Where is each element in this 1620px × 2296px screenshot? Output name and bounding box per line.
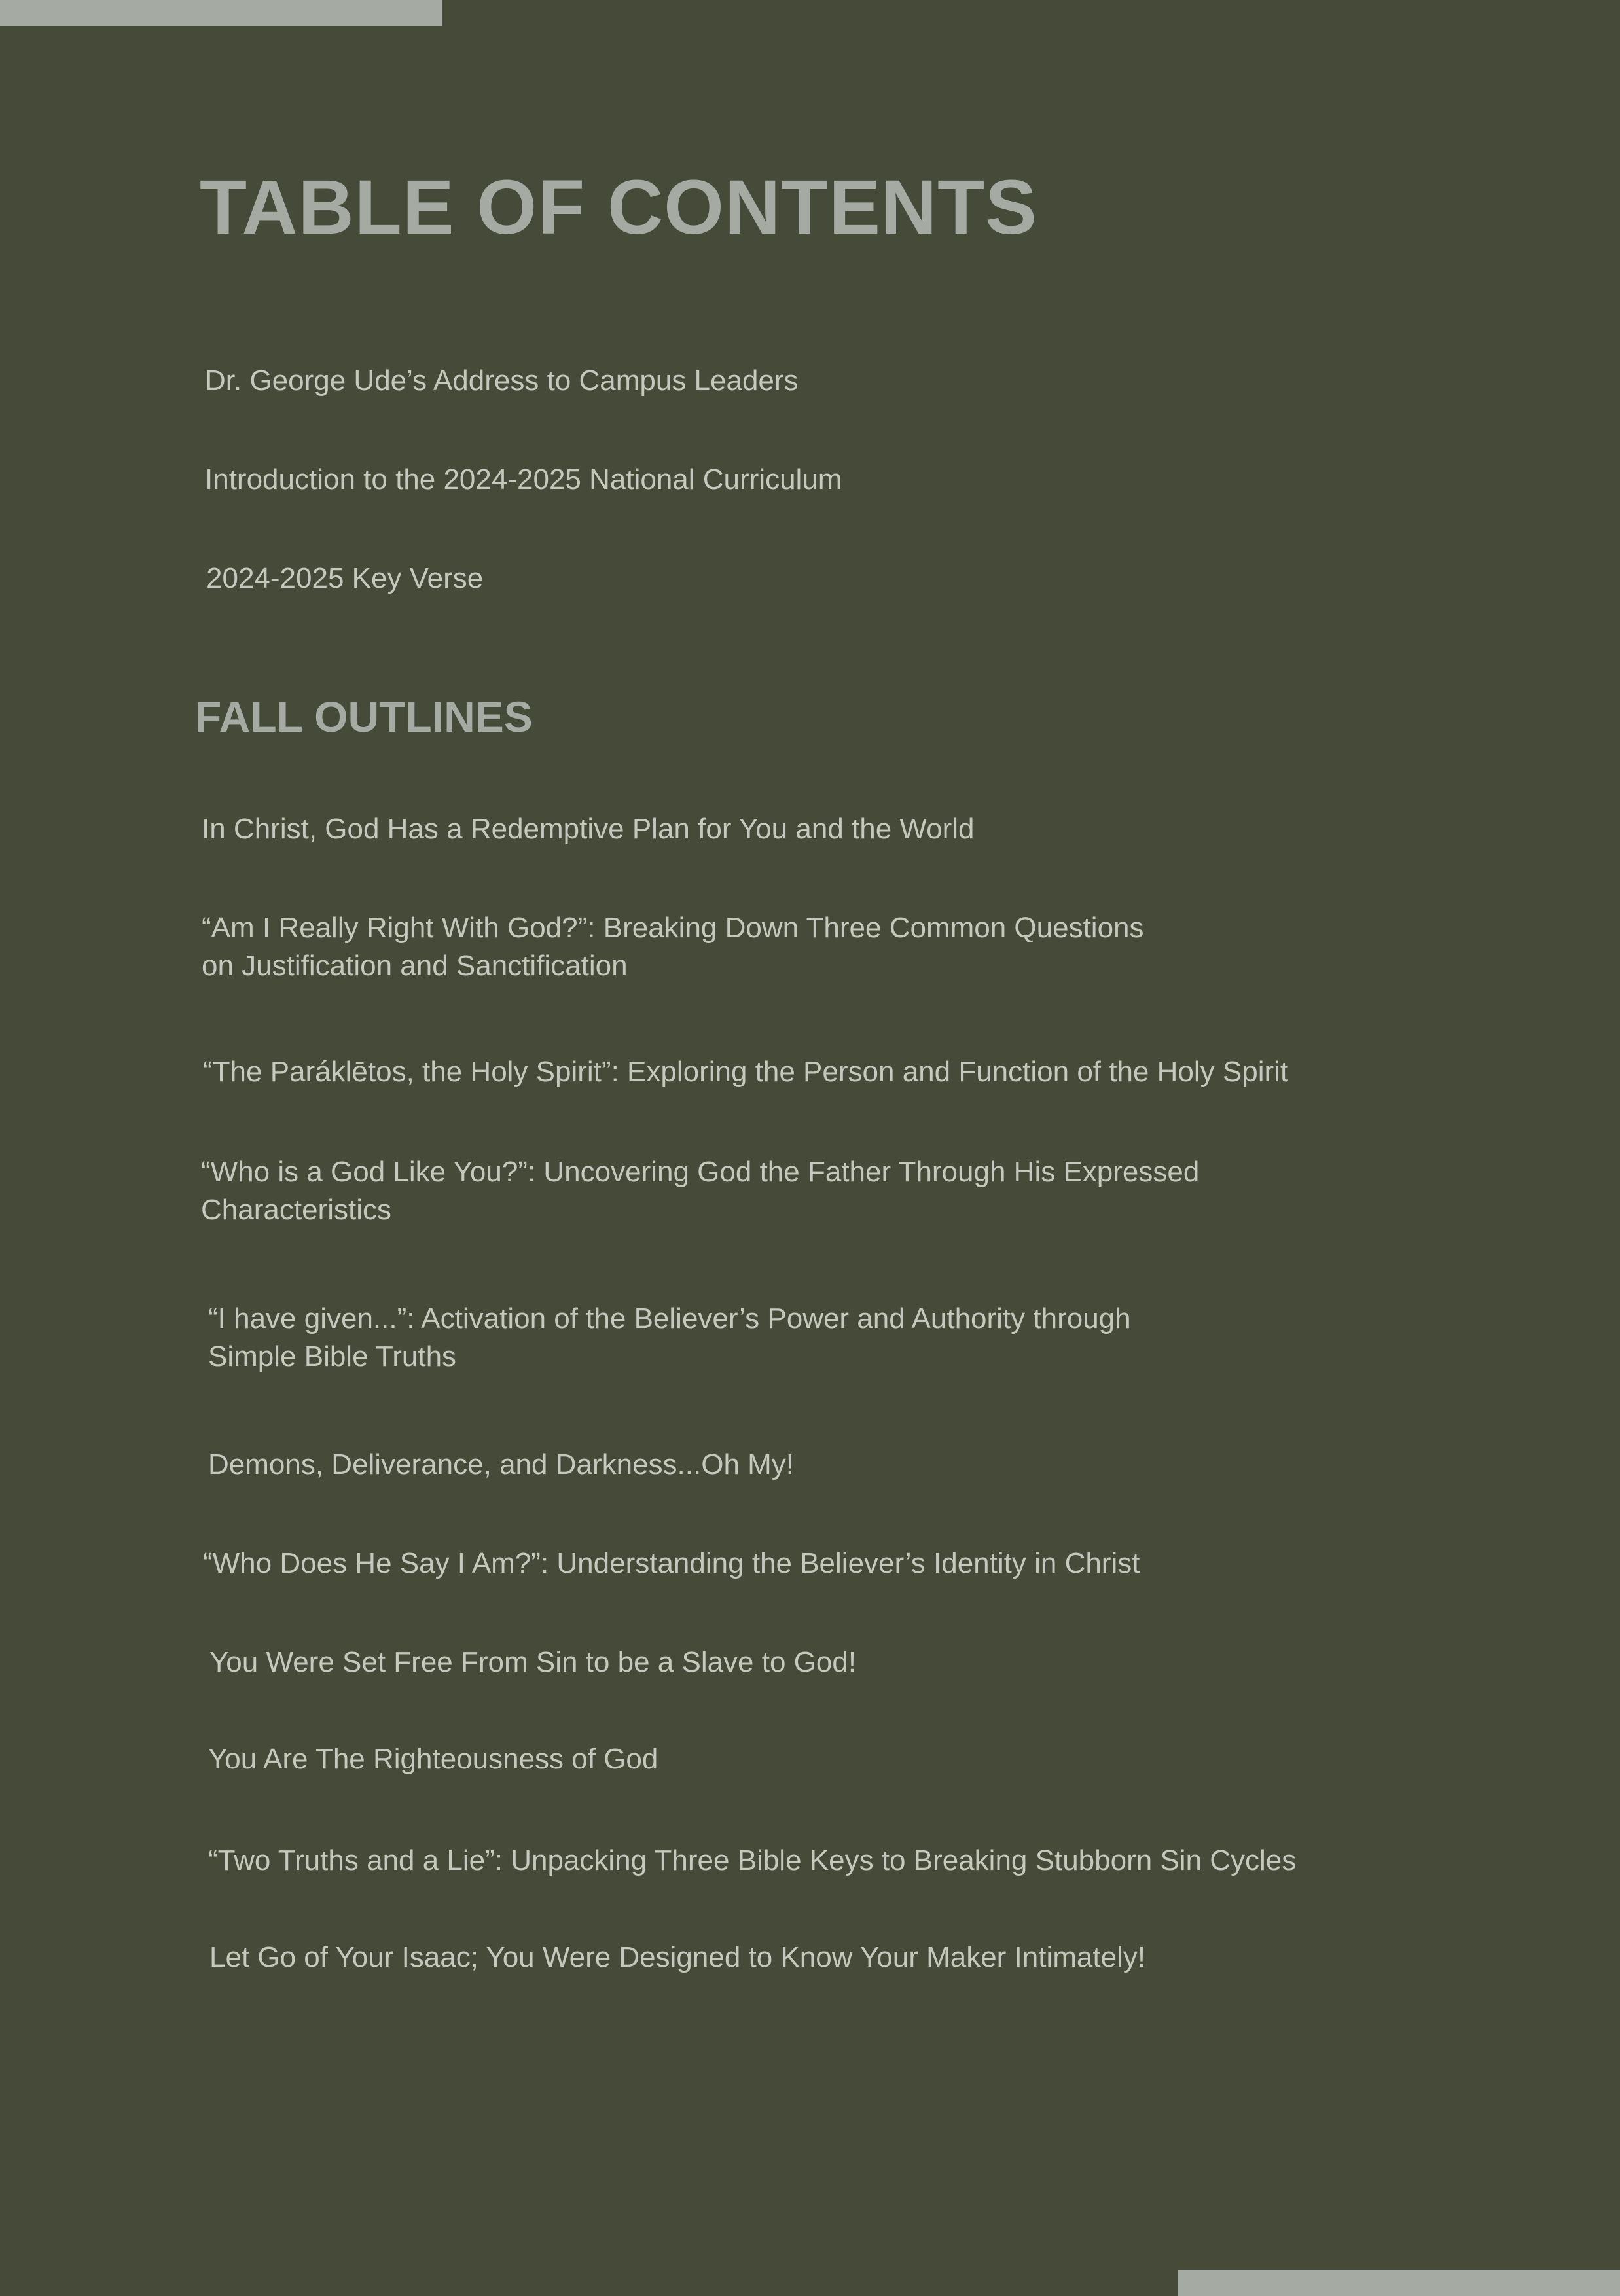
- toc-entry-introduction[interactable]: Introduction to the 2024-2025 National Curriculum: [205, 463, 842, 495]
- page-title: TABLE OF CONTENTS: [200, 164, 1037, 251]
- toc-entry-address[interactable]: Dr. George Ude’s Address to Campus Leaders: [205, 365, 799, 397]
- toc-entry-line: Characteristics: [201, 1194, 391, 1226]
- toc-entry-line: “Am I Really Right With God?”: Breaking Down Three Common Questions: [202, 912, 1144, 944]
- toc-entry-who-does-he-say[interactable]: “Who Does He Say I Am?”: Understanding the Believer’s Identity in Christ: [203, 1547, 1140, 1579]
- toc-entry-righteousness[interactable]: You Are The Righteousness of God: [208, 1743, 658, 1775]
- toc-entry-let-go-isaac[interactable]: Let Go of Your Isaac; You Were Designed to Know Your Maker Intimately!: [209, 1941, 1146, 1973]
- bottom-accent-bar: [1178, 2270, 1620, 2296]
- fall-outlines-heading: FALL OUTLINES: [195, 692, 533, 741]
- toc-entry-right-with-god[interactable]: [202, 909, 1144, 985]
- toc-entry-line: Simple Bible Truths: [208, 1340, 457, 1372]
- toc-entry-i-have-given[interactable]: [208, 1300, 1131, 1376]
- toc-entry-god-like-you[interactable]: [201, 1153, 1199, 1229]
- toc-entry-line: “Who is a God Like You?”: Uncovering God the Father Through His Expressed: [201, 1156, 1200, 1188]
- toc-entry-line: “I have given...”: Activation of the Believer’s Power and Authority through: [208, 1302, 1131, 1335]
- toc-entry-redemptive-plan[interactable]: In Christ, God Has a Redemptive Plan for You and the World: [202, 813, 975, 845]
- toc-entry-set-free[interactable]: You Were Set Free From Sin to be a Slave to God!: [209, 1646, 857, 1678]
- top-accent-bar: [0, 0, 442, 26]
- toc-entry-demons-deliverance[interactable]: Demons, Deliverance, and Darkness...Oh My!: [208, 1448, 795, 1480]
- toc-entry-line: on Justification and Sanctification: [202, 950, 628, 982]
- toc-entry-two-truths[interactable]: “Two Truths and a Lie”: Unpacking Three Bible Keys to Breaking Stubborn Sin Cycles: [208, 1844, 1297, 1876]
- toc-entry-key-verse[interactable]: 2024-2025 Key Verse: [206, 562, 484, 594]
- toc-entry-holy-spirit[interactable]: “The Paráklētos, the Holy Spirit”: Exploring the Person and Function of the Holy Spirit: [203, 1056, 1289, 1088]
